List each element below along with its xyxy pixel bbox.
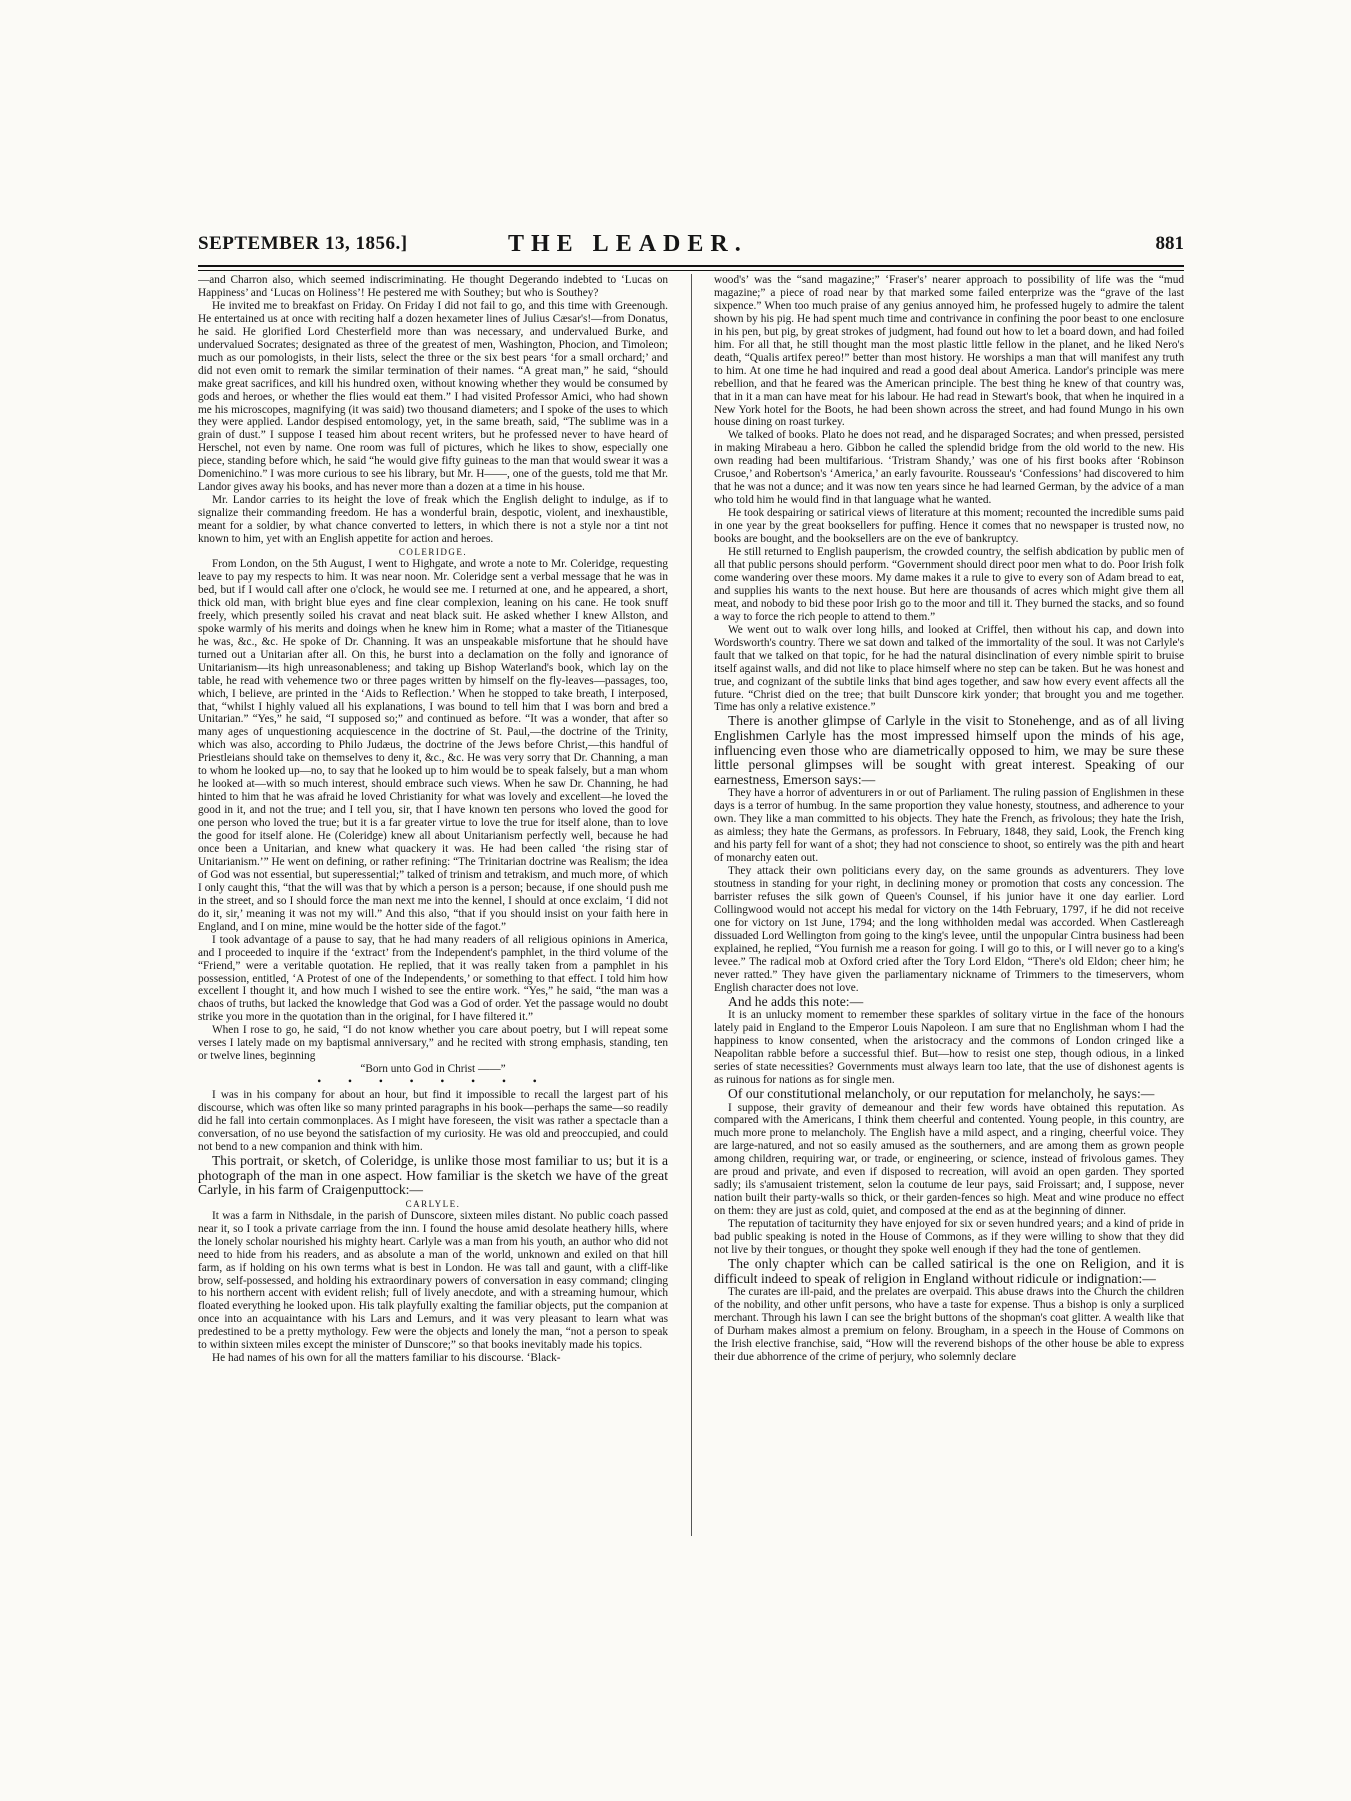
paragraph: It is an unlucky moment to remember these sparkles of solitary virtue in the face of the honours lately paid in England to the Emperor Louis Napoleon. I am sure that no Englishman whom I had the happiness to know consented, when the aristocracy and the commons of London cringed like a Neapolitan rabble before a successful thief. But—how to resist one step, though odious, in a linked series of state necessities? Governments must always learn too late, that the use of dishonest agents is as ruinous for nations as for single men. <box>714 1009 1184 1086</box>
column-divider <box>691 274 692 1536</box>
left-column <box>198 274 668 1539</box>
paragraph: He invited me to breakfast on Friday. On Friday I did not fail to go, and this time with Greenough. He entertained us at once with reciting half a dozen hexameter lines of Julius Cæsar's!—from Donatus, he said. He glorified Lord Chesterfield more than was necessary, and undervalued Burke, and undervalued Socrates; designated as three of the greatest of men, Washington, Phocion, and Timoleon; much as our pomologists, in their lists, select the three or the six best pears ‘for a small orchard;’ and did not even omit to remark the similar termination of their names. “A great man,” he said, “should make great sacrifices, and kill his hundred oxen, without knowing whether they would be consumed by gods and heroes, or whether the flies would eat them.” I had visited Professor Amici, who had shown me his microscopes, magnifying (it was said) two thousand diameters; and I spoke of the uses to which they were applied. Landor despised entomology, yet, in the same breath, said, “The sublime was in a grain of dust.” I suppose I teased him about recent writers, but he professed never to have heard of Herschel, not even by name. One room was full of pictures, which he likes to show, especially one piece, standing before which, he said “he would give fifty guineas to the man that would swear it was a Domenichino.” I was more curious to see his library, but Mr. H——, one of the guests, told me that Mr. Landor gives away his books, and has never more than a dozen at a time in his house. <box>198 299 668 494</box>
ellipsis-dots: • • • • • • • • <box>317 1076 549 1089</box>
section-heading: CARLYLE. <box>405 1198 461 1209</box>
paragraph: I was in his company for about an hour, but find it impossible to recall the largest part of his discourse, which was often like so many printed paragraphs in his book—perhaps the same—so readily did he fall into certain commonplaces. As I might have foreseen, the visit was rather a spectacle than a conversation, of no use beyond the satisfaction of my curiosity. He was old and preoccupied, and could not bend to a new companion and think with him. <box>198 1089 668 1153</box>
paragraph: The reputation of taciturnity they have enjoyed for six or seven hundred years; and a kind of pride in bad public speaking is noted in the House of Commons, as if they were willing to show that they did not live by their tongues, or thought they spoke well enough if they had the tone of gentlemen. <box>714 1218 1184 1257</box>
header-rule-thin <box>198 270 1184 271</box>
paragraph: I took advantage of a pause to say, that he had many readers of all religious opinions in America, and I proceeded to inquire if the ‘extract’ from the Independent's pamphlet, in the third volume of the “Friend,” were a veritable quotation. He replied, that it was really taken from a pamphlet in his possession, entitled, ‘A Protest of one of the Independents,’ or something to that effect. I told him how excellent I thought it, and how much I wished to see the entire work. “Yes,” he said, “the man was a chaos of truths, but lacked the knowledge that God was a God of order. Yet the passage would no doubt strike you more in the quotation than in the original, for I have filtered it.” <box>198 933 668 1024</box>
paragraph: We went out to walk over long hills, and looked at Criffel, then without his cap, and down into Wordsworth's country. There we sat down and talked of the immortality of the soul. It was not Carlyle's fault that we talked on that topic, for he had the natural disinclination of every nimble spirit to bruise itself against walls, and did not like to place himself where no step can be taken. But he was honest and true, and cognizant of the subtile links that bind ages together, and saw how every event affects all the future. “Christ died on the tree; that built Dunscore kirk yonder; that brought you and me together. Time has only a relative existence.” <box>714 623 1184 714</box>
issue-date: SEPTEMBER 13, 1856.] <box>198 233 408 254</box>
masthead-title: THE LEADER. <box>508 231 748 257</box>
paragraph: Mr. Landor carries to its height the love of freak which the English delight to indulge, as if to signalize their commanding freedom. He has a wonderful brain, despotic, violent, and inexhaustible, meant for a soldier, by what chance converted to letters, in which there is not a style nor a tint not known to him, yet with an English appetite for action and heroes. <box>198 494 668 546</box>
paragraph: They have a horror of adventurers in or out of Parliament. The ruling passion of Englishmen in these days is a terror of humbug. In the same proportion they value honesty, stoutness, and adherence to your own. They like a man committed to his objects. They hate the French, as frivolous; they hate the Irish, as aimless; they hate the Germans, as professors. In February, 1848, they said, Look, the French king and his party fell for want of a shot; they had not conscience to shoot, so entirely was the pith and heart of monarchy eaten out. <box>714 787 1184 865</box>
commentary-paragraph: This portrait, or sketch, of Coleridge, is unlike those most familiar to us; but it is a photograph of the man in one aspect. How familiar is the sketch we have of the great Carlyle, in his farm of Craigenputtock:— <box>198 1152 668 1198</box>
page-number: 881 <box>1155 233 1184 254</box>
commentary-paragraph: Of our constitutional melancholy, or our reputation for melancholy, he says:— <box>728 1085 1155 1101</box>
paragraph: I suppose, their gravity of demeanour and their few words have obtained this reputation. As compared with the Americans, I think them cheerful and contented. Young people, in this country, are much more prone to melancholy. The English have a mild aspect, and a ringing, cheerful voice. They are large-natured, and not so easily amused as the southerners, and are among them as grown people among children, requiring war, or trade, or engineering, or science, instead of frivolous games. They are proud and private, and even if disposed to recreation, will avoid an open garden. They sported sadly; ils s'amusaient tristement, selon la coutume de leur pays, said Froissart; and, I suppose, never nation built their party-walls so thick, or their garden-fences so high. Meat and wine produce no effect on them: they are just as cold, quiet, and composed at the end as at the beginning of dinner. <box>714 1101 1184 1218</box>
paragraph: He had names of his own for all the matters familiar to his discourse. ‘Black- <box>212 1352 561 1365</box>
commentary-paragraph: The only chapter which can be called satirical is the one on Religion, and it is difficult indeed to speak of religion in England without ridicule or indignation:— <box>714 1255 1184 1286</box>
paragraph: They attack their own politicians every day, on the same grounds as adventurers. They love stoutness in standing for your right, in declining money or promotion that costs any concession. The barrister refuses the silk gown of Queen's Counsel, if his junior have it one day earlier. Lord Collingwood would not accept his medal for victory on the 14th February, 1797, if he did not receive one for victory on 1st June, 1794; and the long withholden medal was accorded. When Castlereagh dissuaded Lord Wellington from going to the king's levee, until the unpopular Cintra business had been explained, he replied, “You furnish me a reason for going. I will go to this, or I will never go to a king's levee.” The radical mob at Oxford cried after the Tory Lord Eldon, “There's old Eldon; cheer him; he never ratted.” They have given the parliamentary nickname of Trimmers to the timeservers, whom English character does not love. <box>714 865 1184 994</box>
right-column <box>714 274 1184 1539</box>
section-heading: COLERIDGE. <box>398 547 468 558</box>
page-header <box>198 233 1184 263</box>
commentary-paragraph: There is another glimpse of Carlyle in the visit to Stonehenge, and as of all living Englishmen Carlyle has the most impressed himself upon the minds of his age, influencing even those who are diametrically opposed to him, we may be sure these little personal glimpses will be sought with great interest. Speaking of our earnestness, Emerson says:— <box>714 713 1184 787</box>
paragraph: He still returned to English pauperism, the crowded country, the selfish abdication by public men of all that public persons should perform. “Government should direct poor men what to do. Poor Irish folk come wandering over these moors. My dame makes it a rule to give to every son of Adam bread to eat, and supplies his wants to the next house. But here are thousands of acres which might give them all meat, and nobody to bid these poor Irish go to the moor and till it. They burned the stacks, and so found a way to force the rich people to attend to them.” <box>714 546 1184 623</box>
header-rule-thick <box>198 265 1184 267</box>
commentary-paragraph: And he adds this note:— <box>728 993 864 1009</box>
paragraph: The curates are ill-paid, and the prelates are overpaid. This abuse draws into the Church the children of the nobility, and other unfit persons, who have a taste for expense. Thus a bishop is only a surpliced merchant. Through his lawn I can see the bright buttons of the shopman's coat glitter. A wealth like that of Durham makes almost a premium on felony. Brougham, in a speech in the House of Commons on the Irish elective franchise, said, “How will the reverend bishops of the other house be able to express their due abhorrence of the crime of perjury, who solemnly declare <box>714 1286 1184 1363</box>
paragraph: wood's’ was the “sand magazine;” ‘Fraser's’ nearer approach to possibility of life was the “mud magazine;” a piece of road near by that marked some failed enterprize was the “grave of the last sixpence.” When too much praise of any genius annoyed him, he professed hugely to admire the talent shown by his pig. He had spent much time and contrivance in confining the poor beast to one enclosure in his pen, but pig, by great strokes of judgment, had found out how to let a board down, and had foiled him. For all that, he still thought man the most plastic little fellow in the planet, and he liked Nero's death, “Qualis artifex pereo!” better than most history. He worships a man that will manifest any truth to him. At one time he had inquired and read a good deal about America. Landor's principle was mere rebellion, and that he feared was the American principle. The best thing he knew of that country was, that in it a man can have meat for his labour. He had read in Stewart's book, that when he inquired in a New York hotel for the Boots, he had been shown across the street, and had found Mungo in his own house dining on roast turkey. <box>714 274 1184 429</box>
paragraph: We talked of books. Plato he does not read, and he disparaged Socrates; and when pressed, persisted in making Mirabeau a hero. Gibbon he called the splendid bridge from the old world to the new. His own reading had been multifarious. ‘Tristram Shandy,’ was one of his first books after ‘Robinson Crusoe,’ and Robertson's ‘America,’ an early favourite. Rousseau's ‘Confessions’ had discovered to him that he was not a dunce; and it was now ten years since he had learned German, by the advice of a man who told him he would find in that language what he wanted. <box>714 429 1184 507</box>
verse-line: “Born unto God in Christ ——” <box>360 1063 506 1076</box>
paragraph: —and Charron also, which seemed indiscriminating. He thought Degerando indebted to ‘Lucas on Happiness’ and ‘Lucas on Holiness’! He pestered me with Southey; but who is Southey? <box>198 274 668 299</box>
paragraph: When I rose to go, he said, “I do not know whether you care about poetry, but I will repeat some verses I lately made on my baptismal anniversary,” and he recited with strong emphasis, standing, ten or twelve lines, beginning <box>198 1024 668 1063</box>
paragraph: He took despairing or satirical views of literature at this moment; recounted the incredible sums paid in one year by the great booksellers for puffing. Hence it comes that no newspaper is trusted now, no books are bought, and the booksellers are on the eve of bankruptcy. <box>714 507 1184 546</box>
paragraph: From London, on the 5th August, I went to Highgate, and wrote a note to Mr. Coleridge, requesting leave to pay my respects to him. It was near noon. Mr. Coleridge sent a verbal message that he was in bed, but if I would call after one o'clock, he would see me. I returned at one, and he appeared, a short, thick old man, with bright blue eyes and fine clear complexion, leaning on his cane. He took snuff freely, which presently soiled his cravat and neat black suit. He asked whether I knew Allston, and spoke warmly of his merits and doings when he knew him in Rome; what a master of the Titianesque he was, &c., &c. He spoke of Dr. Channing. It was an unspeakable misfortune that he should have turned out a Unitarian after all. On this, he burst into a declamation on the folly and ignorance of Unitarianism—its high unreasonableness; and taking up Bishop Waterland's book, which lay on the table, he read with vehemence two or three pages written by himself on the fly-leaves—passages, too, which, I believe, are printed in the ‘Aids to Reflection.’ When he stopped to take breath, I interposed, that, “whilst I highly valued all his explanations, I was bound to tell him that I was born and bred a Unitarian.” “Yes,” he said, “I supposed so;” and continued as before. “It was a wonder, that after so many ages of unquestioning acquiescence in the doctrine of St. Paul,—the doctrine of the Trinity, which was also, according to Philo Judæus, the doctrine of the Jews before Christ,—this handful of Priestleians should take on themselves to deny it, &c., &c. He was very sorry that Dr. Channing, a man to whom he looked up—no, to say that he looked up to him would be to speak falsely, but a man whom he looked at—with so much interest, should embrace such views. When he saw Dr. Channing, he had hinted to him that he was afraid he loved Christianity for what was lovely and excellent—he loved the good in it, and not the true; and I tell you, sir, that I have known ten persons who loved the good for one person who loved the true; but it is a far greater virtue to love the true for itself alone, than to love the good for itself alone. He (Coleridge) knew all about Unitarianism perfectly well, because he had once been a Unitarian, and knew what quackery it was. He had been called ‘the rising star of Unitarianism.’” He went on defining, or rather refining: “The Trinitarian doctrine was Realism; the idea of God was not essential, but superessential;” talked of trinism and tetrakism, and much more, of which I only caught this, “that the will was that by which a person is a person; because, if one should push me in the street, and so I should force the man next me into the kennel, I should at once exclaim, ‘I did not do it, sir,’ meaning it was not my will.” And this also, “that if you should insist on your faith here in England, and I on mine, mine would be the hotter side of the fagot.” <box>198 558 668 933</box>
paragraph: It was a farm in Nithsdale, in the parish of Dunscore, sixteen miles distant. No public coach passed near it, so I took a private carriage from the inn. I found the house amid desolate heathery hills, where the lonely scholar nourished his mighty heart. Carlyle was a man from his youth, an author who did not need to hide from his readers, and as absolute a man of the world, unknown and exiled on that hill farm, as if holding on his own terms what is best in London. He was tall and gaunt, with a cliff-like brow, self-possessed, and holding his extraordinary powers of conversation in easy command; clinging to his northern accent with evident relish; full of lively anecdote, and with a streaming humour, which floated everything he looked upon. His talk playfully exalting the familiar objects, put the companion at once into an acquaintance with his Lars and Lemurs, and it was very pleasant to learn what was predestined to be a pretty mythology. Few were the objects and lonely the man, “not a person to speak to within sixteen miles except the minister of Dunscore;” so that books inevitably made his topics. <box>198 1209 668 1352</box>
